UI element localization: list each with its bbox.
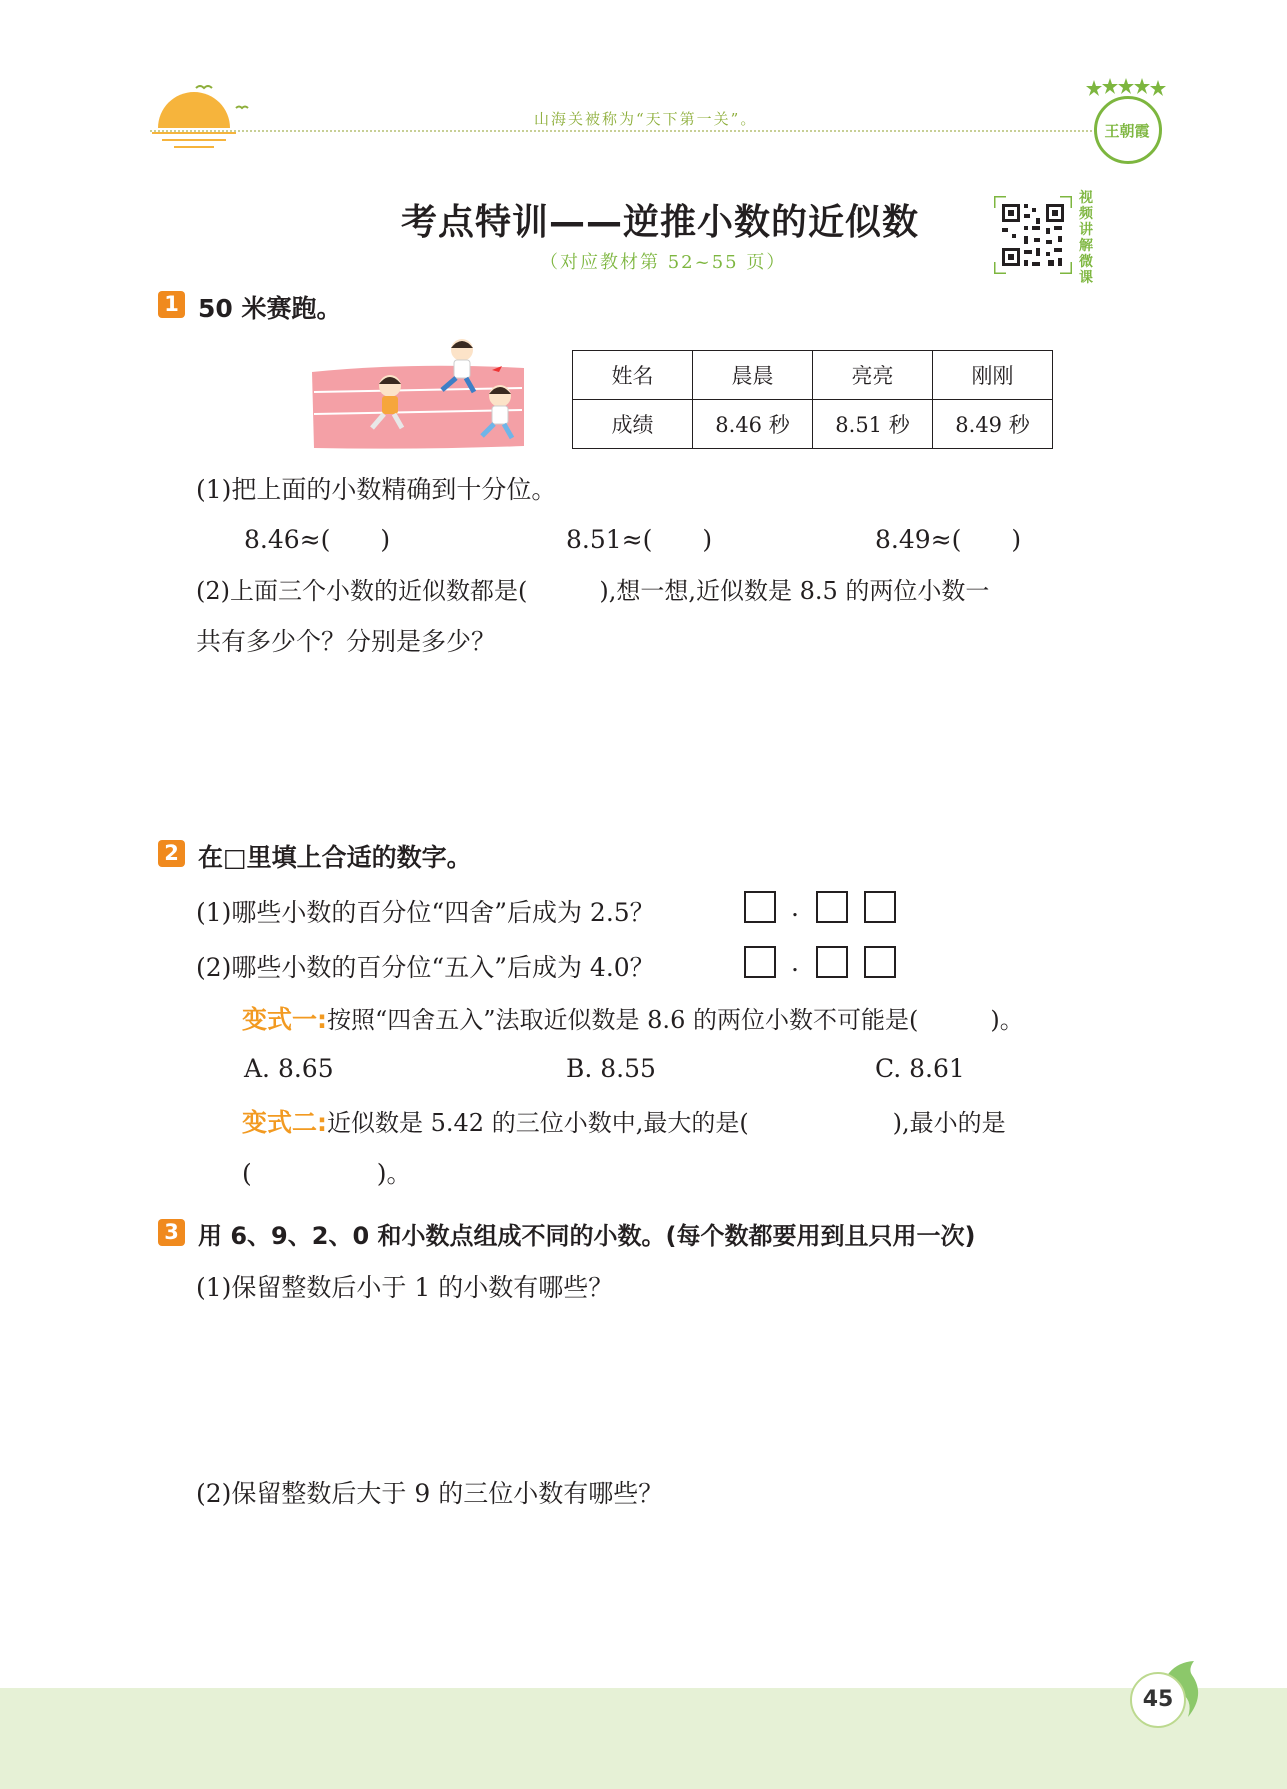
option-c[interactable]: C. 8.61 [875,1054,965,1083]
q1-part2-line2: 共有多少个？分别是多少？ [196,627,497,656]
badge-text: 王朝霞 [1104,122,1150,140]
q1-approx-3[interactable]: 8.49≈( ) [875,525,1022,554]
answer-box[interactable] [744,946,776,978]
variant-2-text: 近似数是 5.42 的三位小数中,最大的是( ),最小的是 [327,1109,1006,1137]
answer-box[interactable] [744,891,776,923]
variant-1 [242,1000,1024,1036]
header-slogan: 山海关被称为“天下第一关”。 [534,110,758,128]
variant-2-line2[interactable]: ( )。 [242,1159,412,1188]
question-number-2: 2 [158,840,185,867]
table-cell: 8.49 秒 [933,400,1053,449]
decimal-point: . [791,948,799,977]
variant-2 [242,1103,1006,1139]
star-row-icon [1086,78,1166,98]
question-title-1: 50 米赛跑。 [198,294,342,323]
table-row [573,400,1053,449]
qr-code-icon[interactable] [994,196,1072,274]
q1-approx-2[interactable]: 8.51≈( ) [566,525,713,554]
table-header-cell: 姓名 [573,351,693,400]
table-header-cell: 刚刚 [933,351,1053,400]
page-number: 45 [1130,1672,1186,1728]
sunset-logo [150,78,260,156]
race-results-table [572,350,1053,449]
running-kids-illustration [310,338,526,450]
question-title-2: 在□里填上合适的数字。 [198,843,472,872]
table-cell: 8.51 秒 [813,400,933,449]
question-title-3: 用 6、9、2、0 和小数点组成不同的小数。(每个数都要用到且只用一次) [198,1222,976,1250]
q2-part1: (1)哪些小数的百分位“四舍”后成为 2.5？ [196,898,655,927]
decimal-point: . [791,893,799,922]
table-row [573,351,1053,400]
question-number-1: 1 [158,291,185,318]
answer-box[interactable] [816,946,848,978]
q1-approx-1[interactable]: 8.46≈( ) [244,525,391,554]
question-number-3: 3 [158,1219,185,1246]
table-header-cell: 亮亮 [813,351,933,400]
page-title: 考点特训——逆推小数的近似数 [400,202,919,243]
answer-box[interactable] [816,891,848,923]
option-a[interactable]: A. 8.65 [244,1054,334,1083]
option-b[interactable]: B. 8.55 [566,1054,656,1083]
qr-caption: 视频讲解微课 [1079,190,1093,286]
variant-1-label: 变式一: [242,1005,327,1034]
answer-box[interactable] [864,946,896,978]
answer-box[interactable] [864,891,896,923]
q2-part2: (2)哪些小数的百分位“五入”后成为 4.0？ [196,953,655,982]
table-header-cell: 晨晨 [693,351,813,400]
variant-1-text: 按照“四舍五入”法取近似数是 8.6 的两位小数不可能是( )。 [327,1006,1024,1034]
footer-band [0,1688,1287,1789]
variant-2-label: 变式二: [242,1108,327,1137]
brand-badge [1086,78,1166,170]
q3-part1: (1)保留整数后小于 1 的小数有哪些？ [196,1273,614,1302]
header-divider [150,130,1100,132]
table-cell: 成绩 [573,400,693,449]
q3-part2: (2)保留整数后大于 9 的三位小数有哪些？ [196,1479,664,1508]
page-subtitle: （对应教材第 52~55 页） [540,252,787,273]
table-cell: 8.46 秒 [693,400,813,449]
q1-part1: (1)把上面的小数精确到十分位。 [196,475,557,504]
q1-part2-line1: (2)上面三个小数的近似数都是( ),想一想,近似数是 8.5 的两位小数一 [196,577,990,605]
